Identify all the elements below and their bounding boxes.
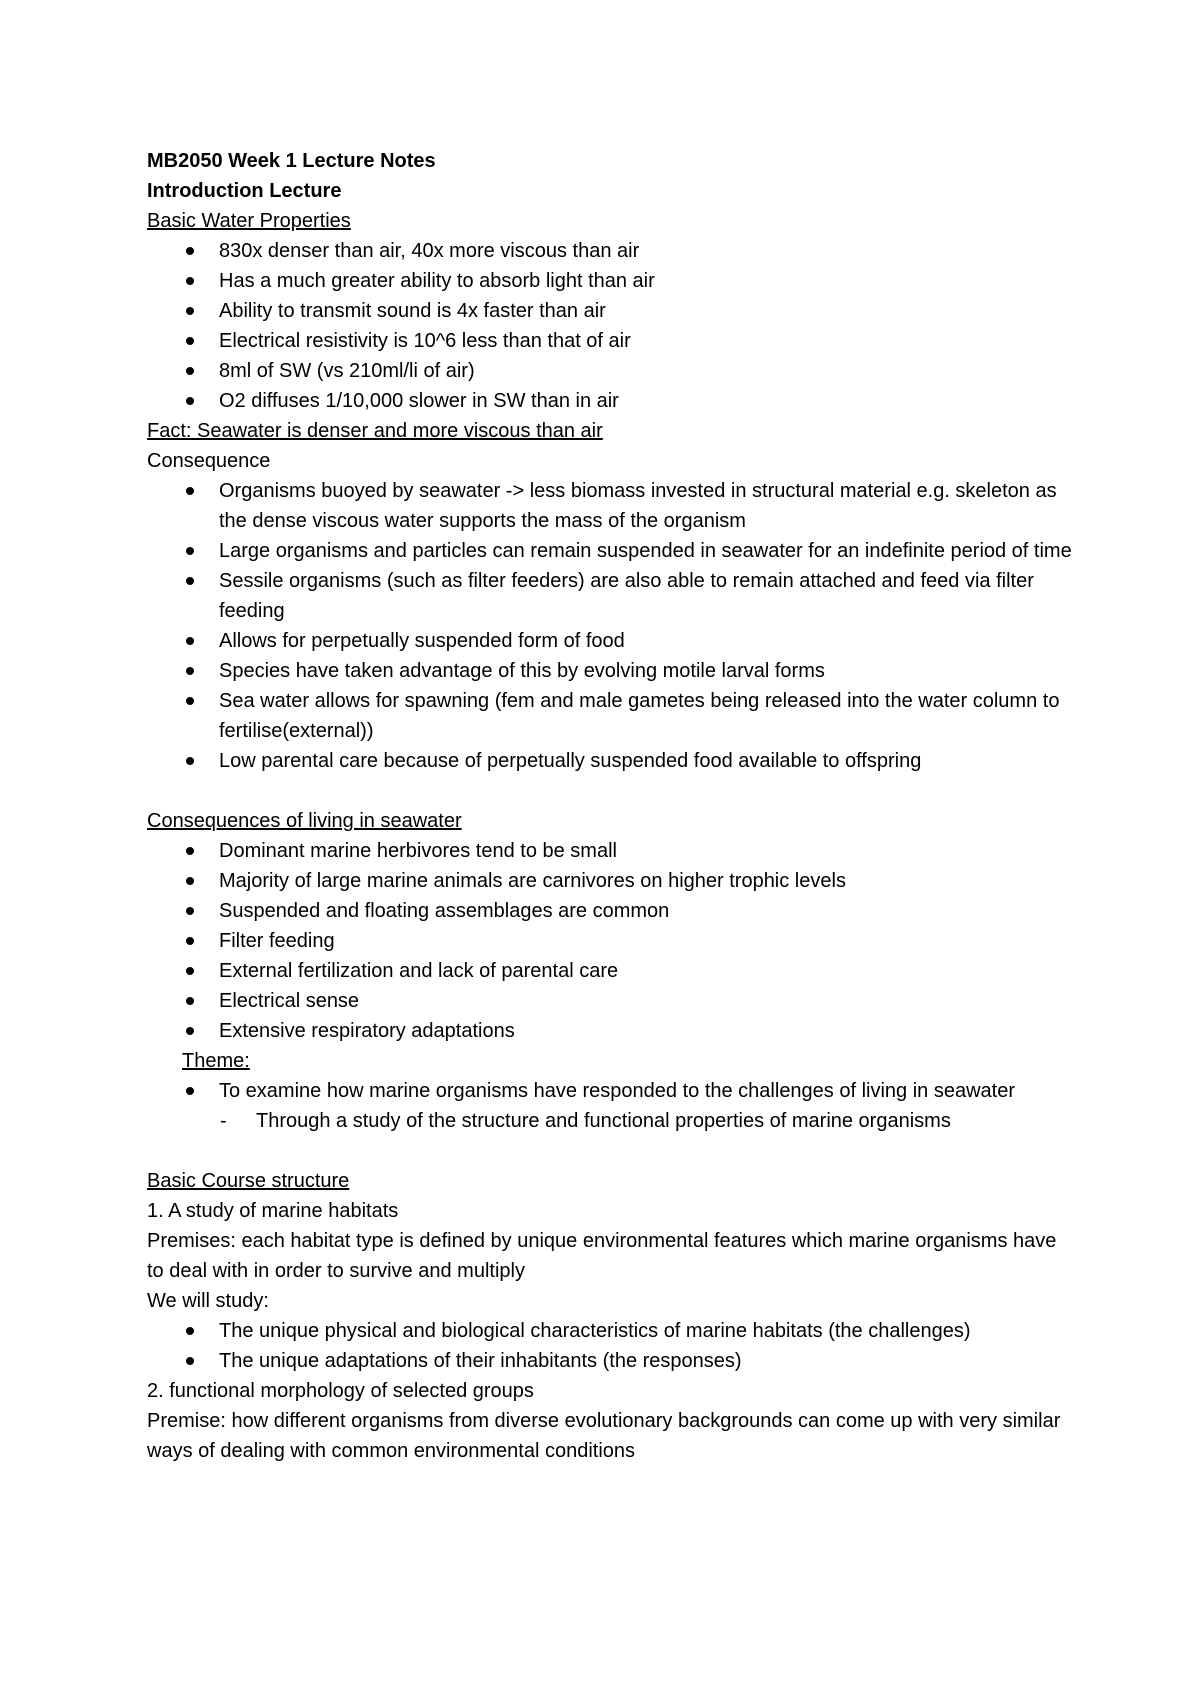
list-item: Filter feeding (147, 926, 1077, 956)
list-item: Dominant marine herbivores tend to be small (147, 836, 1077, 866)
list-item: Suspended and floating assemblages are common (147, 896, 1077, 926)
list-item: Species have taken advantage of this by evolving motile larval forms (147, 656, 1077, 686)
section-heading-introduction: Introduction Lecture (147, 180, 342, 202)
consequences-living-list (147, 836, 1077, 1046)
list-item: Sea water allows for spawning (fem and male gametes being released into the water column to fertilise(external)) (147, 686, 1077, 746)
course-section-2-premise: Premise: how different organisms from diverse evolutionary backgrounds can come up with very similar ways of dealing with common environmental conditions (147, 1410, 1061, 1462)
list-item: Allows for perpetually suspended form of food (147, 626, 1077, 656)
list-item: External fertilization and lack of parental care (147, 956, 1077, 986)
course-section-1-premise: Premises: each habitat type is defined by unique environmental features which marine organisms have to deal with in order to survive and multiply (147, 1230, 1057, 1282)
list-item: O2 diffuses 1/10,000 slower in SW than in air (147, 386, 1077, 416)
course-section-1-title: 1. A study of marine habitats (147, 1200, 399, 1222)
list-item: The unique adaptations of their inhabitants (the responses) (147, 1346, 1077, 1376)
list-item: 8ml of SW (vs 210ml/li of air) (147, 356, 1077, 386)
list-item: Low parental care because of perpetually suspended food available to offspring (147, 746, 1077, 776)
list-item: 830x denser than air, 40x more viscous than air (147, 236, 1077, 266)
list-item: Ability to transmit sound is 4x faster than air (147, 296, 1077, 326)
consequence-list (147, 476, 1077, 776)
list-item: The unique physical and biological characteristics of marine habitats (the challenges) (147, 1316, 1077, 1346)
subheading-theme: Theme: (182, 1050, 250, 1072)
basic-water-list (147, 236, 1077, 416)
we-will-study-label: We will study: (147, 1290, 269, 1312)
list-item: Majority of large marine animals are carnivores on higher trophic levels (147, 866, 1077, 896)
study-list (147, 1316, 1077, 1376)
subheading-consequences-of-living: Consequences of living in seawater (147, 810, 462, 832)
fact-statement: Fact: Seawater is denser and more viscous than air (147, 420, 603, 442)
list-item: To examine how marine organisms have responded to the challenges of living in seawater (147, 1076, 1077, 1106)
list-item: Has a much greater ability to absorb light than air (147, 266, 1077, 296)
theme-sub-list (147, 1106, 1077, 1136)
subheading-basic-course-structure: Basic Course structure (147, 1170, 350, 1192)
subheading-consequence: Consequence (147, 450, 271, 472)
spacer (147, 776, 1077, 806)
theme-list (147, 1076, 1077, 1106)
spacer (147, 1136, 1077, 1166)
list-item: Organisms buoyed by seawater -> less biomass invested in structural material e.g. skeleton as the dense viscous water supports the mass of the organism (147, 476, 1077, 536)
list-item: Sessile organisms (such as filter feeders) are also able to remain attached and feed via filter feeding (147, 566, 1077, 626)
document-content (147, 146, 1077, 1466)
sub-list-item: - Through a study of the structure and functional properties of marine organisms (147, 1106, 1077, 1136)
subheading-basic-water-properties: Basic Water Properties (147, 210, 351, 232)
document-title: MB2050 Week 1 Lecture Notes (147, 150, 436, 172)
list-item: Large organisms and particles can remain suspended in seawater for an indefinite period of time (147, 536, 1077, 566)
list-item: Electrical resistivity is 10^6 less than that of air (147, 326, 1077, 356)
list-item: Extensive respiratory adaptations (147, 1016, 1077, 1046)
course-section-2-title: 2. functional morphology of selected groups (147, 1380, 534, 1402)
list-item: Electrical sense (147, 986, 1077, 1016)
